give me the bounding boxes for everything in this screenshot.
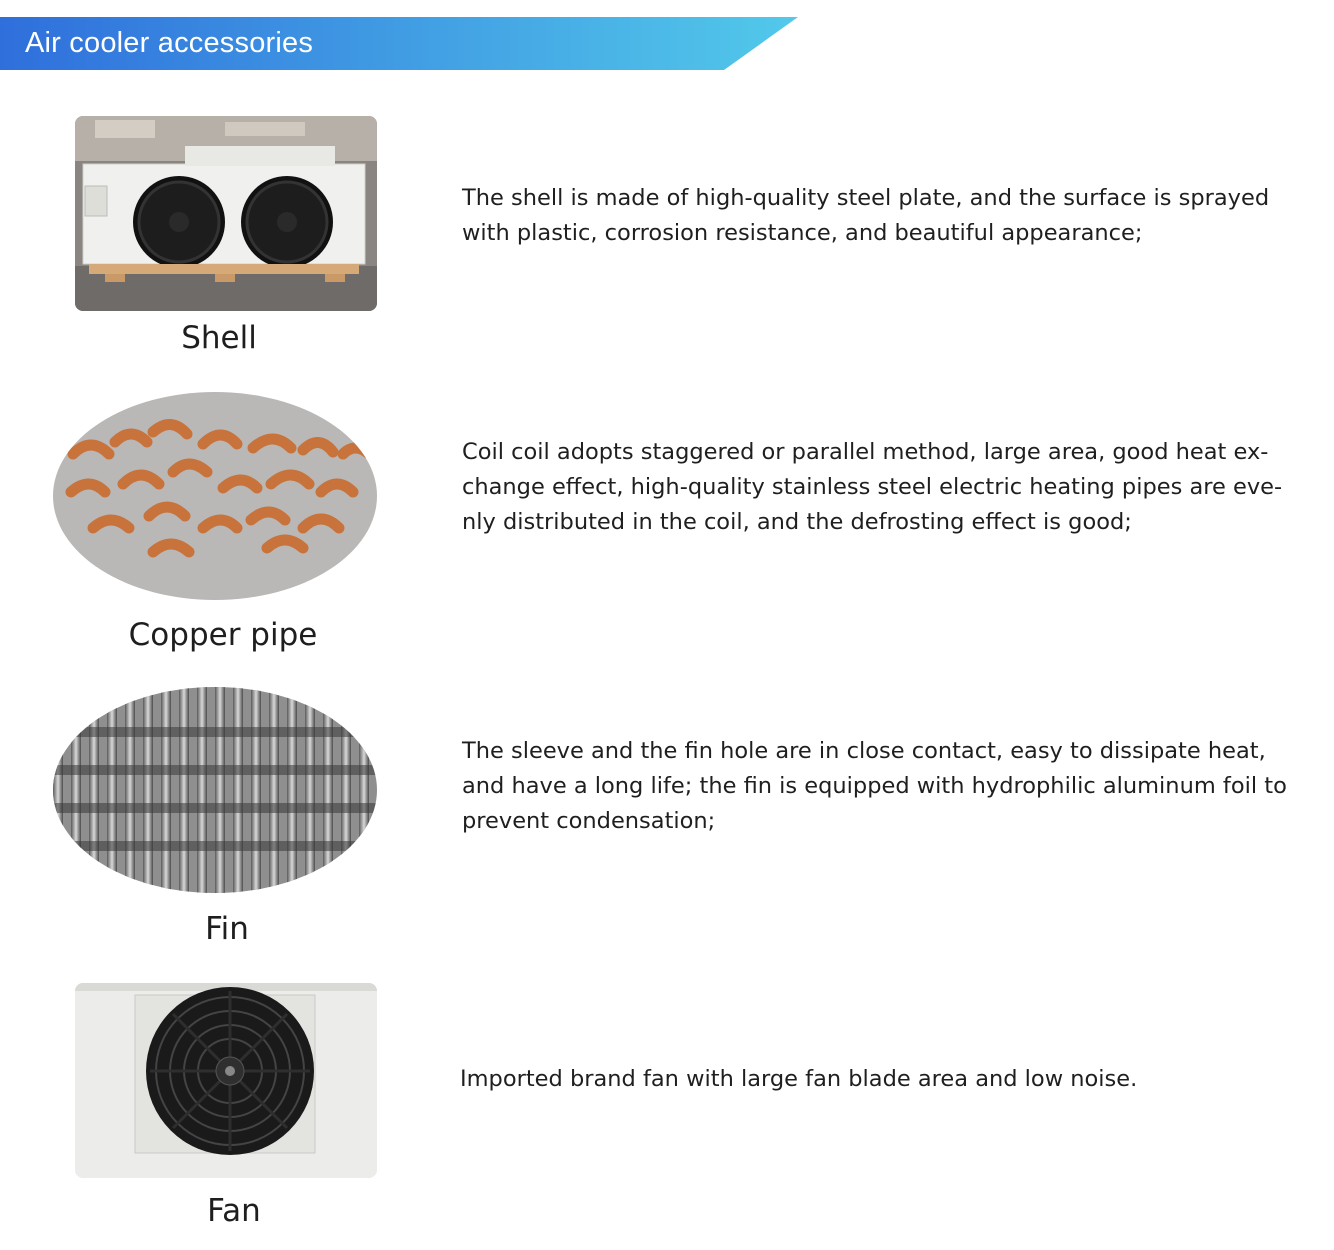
description-line: The shell is made of high-quality steel plate, and the surface is sprayed: [462, 185, 1270, 211]
item-description-fan: [460, 1062, 1137, 1097]
description-line: Coil coil adopts staggered or parallel method, large area, good heat ex-: [462, 439, 1269, 465]
copper-u-bend-photo: [53, 392, 377, 600]
item-caption-shell: Shell: [181, 320, 257, 356]
fan-grille-photo: [75, 983, 377, 1178]
description-line: change effect, high-quality stainless steel electric heating pipes are eve-: [462, 474, 1283, 500]
item-description-copper-pipe: [462, 435, 1282, 540]
description-line: nly distributed in the coil, and the defrosting effect is good;: [462, 509, 1132, 535]
description-line: The sleeve and the fin hole are in close contact, easy to dissipate heat,: [462, 738, 1266, 764]
aluminum-fin-photo: [53, 687, 377, 893]
page-title: Air cooler accessories: [25, 27, 314, 59]
description-line: prevent condensation;: [462, 808, 716, 834]
section-header-banner: [0, 17, 798, 70]
description-line: and have a long life; the fin is equipped with hydrophilic aluminum foil to: [462, 773, 1287, 799]
item-caption-copper-pipe: Copper pipe: [128, 617, 318, 653]
item-description-shell: [462, 181, 1269, 251]
description-line: with plastic, corrosion resistance, and beautiful appearance;: [462, 220, 1143, 246]
item-description-fin: [462, 734, 1287, 839]
air-cooler-unit-photo: [75, 116, 377, 311]
item-caption-fan: Fan: [207, 1193, 261, 1229]
description-line: Imported brand fan with large fan blade area and low noise.: [460, 1066, 1138, 1092]
item-caption-fin: Fin: [205, 911, 249, 947]
